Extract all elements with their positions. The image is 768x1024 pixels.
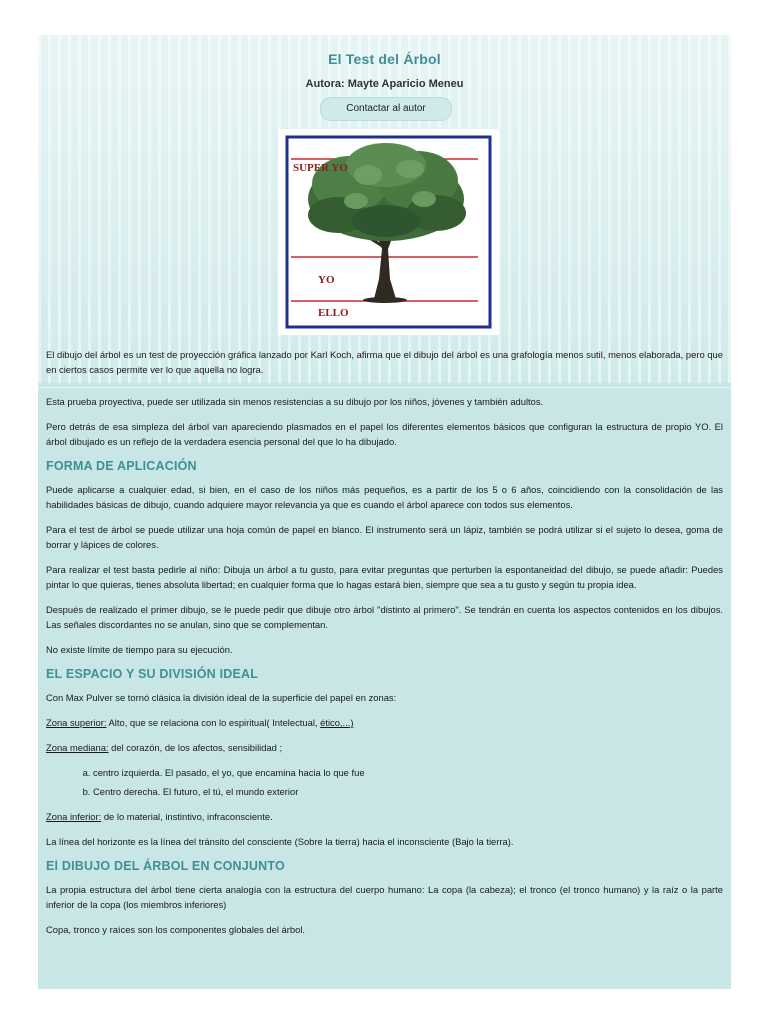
zona-superior-line [46,715,723,730]
label-ello: ELLO [318,307,349,319]
section-heading-espacio: EL ESPACIO Y SU DIVISIÓN IDEAL [46,667,259,681]
conjunto-paragraph-1: La propia estructura del árbol tiene cierta analogía con la estructura del cuerpo humano: La copa (la cabeza); el tronco (el tronco humano) y la raíz o la parte inferior de la copa (los miembros inferiores) [46,884,723,910]
label-yo: YO [318,274,335,286]
tree-illustration [278,129,499,335]
divider [38,387,731,388]
conjunto-paragraph-2: Copa, tronco y raíces son los componentes globales del árbol. [46,924,306,935]
zona-superior-label: Zona superior: [46,717,107,728]
zona-mediana-line [46,740,723,755]
aplicacion-paragraph-5: No existe límite de tiempo para su ejecución. [46,644,233,655]
intro-paragraph-1: El dibujo del árbol es un test de proyección gráfica lanzado por Karl Koch, afirma que el dibujo del árbol es una grafología menos sutil, menos elaborada, pero que en ciertos casos permite ver lo que aquella no logra. [46,349,723,375]
list-item: a. centro izquierda. El pasado, el yo, que encamina hacia lo que fue [93,765,723,780]
aplicacion-paragraph-4: Después de realizado el primer dibujo, se le puede pedir que dibuje otro árbol "distinto al primero". Se tendrán en cuenta los aspectos contenidos en los dibujos. Las señales discordantes no se anulan, sino que se complementan. [46,604,723,630]
zona-inferior-line [46,809,723,824]
zona-inferior-label: Zona inferior: [46,811,102,822]
aplicacion-paragraph-3: Para realizar el test basta pedirle al niño: Dibuja un árbol a tu gusto, para evitar preguntas que perturben la espontaneidad del dibujo, se puede añadir: Puedes pintar lo que quieras, tienes absoluta libertad; en cualquier forma que lo hagas estará bien, siempre que sea a tu gusto y según tu propia idea. [46,564,723,590]
horizonte-paragraph: La línea del horizonte es la línea del tránsito del consciente (Sobre la tierra) hacia el inconsciente (Bajo la tierra). [46,836,514,847]
label-super-yo: SUPER YO [293,162,348,174]
espacio-paragraph-1: Con Max Pulver se tornó clásica la división ideal de la superficie del papel en zonas: [46,692,397,703]
section-heading-aplicacion: FORMA DE APLICACIÓN [46,459,197,473]
aplicacion-paragraph-1: Puede aplicarse a cualquier edad, si bien, en el caso de los niños más pequeños, es a partir de los 5 o 6 años, coincidiendo con la consolidación de las habilidades básicas de dibujo, cuando adquiere mayor relevancia ya que es cuando el árbol aparece con todos sus elementos. [46,484,723,510]
zona-mediana-label: Zona mediana: [46,742,109,753]
intro-paragraph-3: Pero detrás de esa simpleza del árbol van apareciendo plasmados en el papel los diferentes elementos básicos que configuran la estructura de propio YO. El árbol dibujado es un reflejo de la verdadera esencia personal del que lo ha dibujado. [46,421,723,447]
article-body [46,347,723,947]
document-page [38,35,731,989]
section-heading-conjunto: El DIBUJO DEL ÁRBOL EN CONJUNTO [46,859,285,873]
zona-mediana-list [46,765,723,799]
contact-author-button[interactable]: Contactar al autor [320,97,452,121]
aplicacion-paragraph-2: Para el test de árbol se puede utilizar una hoja común de papel en blanco. El instrumento será un lápiz, también se podrá utilizar si el sujeto lo desea, goma de borrar y lápices de colores. [46,524,723,550]
zona-superior-text: Alto, que se relaciona con lo espiritual( Intelectual, [106,717,321,728]
zona-mediana-text: del corazón, de los afectos, sensibilidad ; [108,742,283,753]
intro-paragraph-2: Esta prueba proyectiva, puede ser utilizada sin menos resistencias a su dibujo por los niños, jóvenes y también adultos. [46,396,544,407]
zona-inferior-text: de lo material, instintivo, infraconsciente. [101,811,273,822]
list-item: b. Centro derecha. El futuro, el tú, el mundo exterior [93,784,723,799]
zona-superior-tail: ético,...) [320,717,354,728]
page-title: El Test del Árbol [328,51,441,67]
author-line: Autora: Mayte Aparicio Meneu [305,78,464,90]
